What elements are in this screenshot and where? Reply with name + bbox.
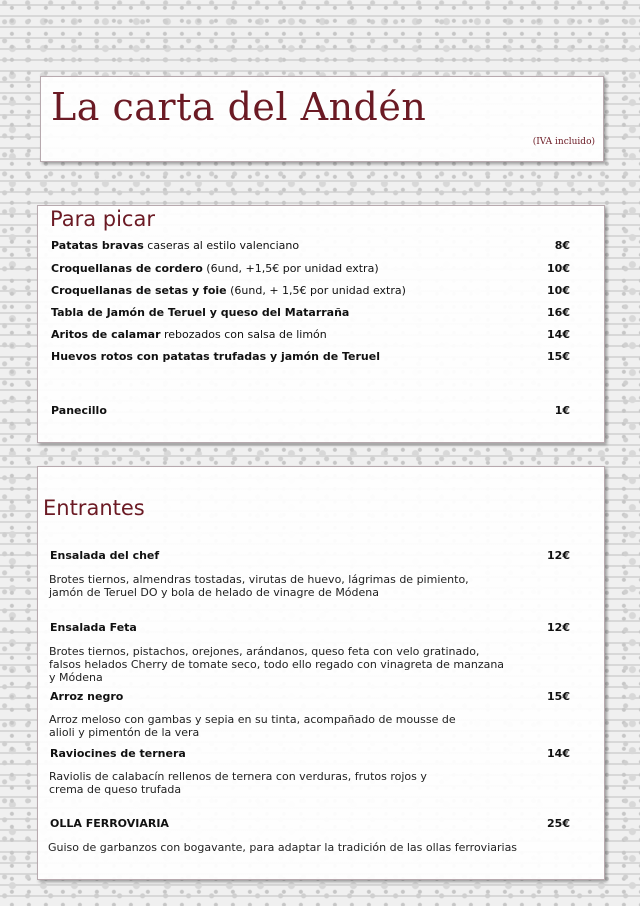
item-price: 10€ [547, 284, 570, 297]
description-line: crema de queso trufada [49, 783, 182, 796]
item-name: Tabla de Jamón de Teruel y queso del Matarraña [51, 306, 350, 319]
list-item [51, 284, 570, 298]
section-title-para-picar: Para picar [50, 207, 155, 231]
dish-description [49, 645, 529, 684]
item-name: Aritos de calamar [51, 328, 161, 341]
dish-item [50, 690, 570, 704]
item-price: 14€ [547, 328, 570, 341]
dish-item [50, 621, 570, 635]
description-line: Brotes tiernos, almendras tostadas, virutas de huevo, lágrimas de pimiento, [49, 573, 469, 586]
dish-price: 12€ [547, 549, 570, 562]
item-detail: (6und, +1,5€ por unidad extra) [202, 262, 379, 275]
description-line: Arroz meloso con gambas y sepia en su tinta, acompañado de mousse de [49, 713, 456, 726]
dish-name: Ensalada Feta [50, 621, 137, 634]
dish-name: Arroz negro [50, 690, 124, 703]
item-detail: rebozados con salsa de limón [160, 328, 327, 341]
dish-name: OLLA FERROVIARIA [50, 817, 169, 830]
list-item-panecillo [51, 404, 570, 418]
item-name: Patatas bravas [51, 239, 144, 252]
list-item [51, 239, 570, 253]
list-item [51, 350, 570, 364]
item-price: 1€ [554, 404, 570, 417]
dish-price: 12€ [547, 621, 570, 634]
dish-name: Ensalada del chef [50, 549, 160, 562]
item-detail: caseras al estilo valenciano [143, 239, 300, 252]
dish-description [48, 841, 568, 854]
description-line: Raviolis de calabacín rellenos de ternera con verduras, frutos rojos y [49, 770, 427, 783]
menu-title: La carta del Andén [51, 85, 427, 129]
vat-note: (IVA incluido) [532, 137, 595, 147]
dish-description [49, 573, 529, 599]
dish-price: 25€ [547, 817, 570, 830]
dish-item [50, 747, 570, 761]
list-item [51, 306, 570, 320]
entrantes-panel [37, 466, 605, 880]
description-line: alioli y pimentón de la vera [49, 726, 200, 739]
item-name: Huevos rotos con patatas trufadas y jamón de Teruel [51, 350, 380, 363]
item-name: Croquellanas de cordero [51, 262, 203, 275]
description-line: falsos helados Cherry de tomate seco, todo ello regado con vinagreta de manzana [49, 658, 505, 671]
dish-description [49, 713, 529, 739]
item-price: 15€ [547, 350, 570, 363]
dish-name: Raviocines de ternera [50, 747, 186, 760]
dish-price: 14€ [547, 747, 570, 760]
item-price: 8€ [554, 239, 570, 252]
item-price: 16€ [547, 306, 570, 319]
title-panel [40, 76, 604, 162]
item-detail: (6und, + 1,5€ por unidad extra) [226, 284, 406, 297]
description-line: jamón de Teruel DO y bola de helado de vinagre de Módena [49, 586, 379, 599]
item-name: Croquellanas de setas y foie [51, 284, 227, 297]
description-line: y Módena [49, 671, 103, 684]
para-picar-panel [37, 205, 605, 443]
list-item [51, 262, 570, 276]
section-title-entrantes: Entrantes [43, 496, 145, 520]
dish-item [50, 817, 570, 831]
dish-price: 15€ [547, 690, 570, 703]
dish-item [50, 549, 570, 563]
item-price: 10€ [547, 262, 570, 275]
description-line: Guiso de garbanzos con bogavante, para adaptar la tradición de las ollas ferroviarias [48, 841, 518, 854]
description-line: Brotes tiernos, pistachos, orejones, arándanos, queso feta con velo gratinado, [49, 645, 480, 658]
list-item [51, 328, 570, 342]
item-name: Panecillo [51, 404, 107, 417]
dish-description [49, 770, 529, 796]
